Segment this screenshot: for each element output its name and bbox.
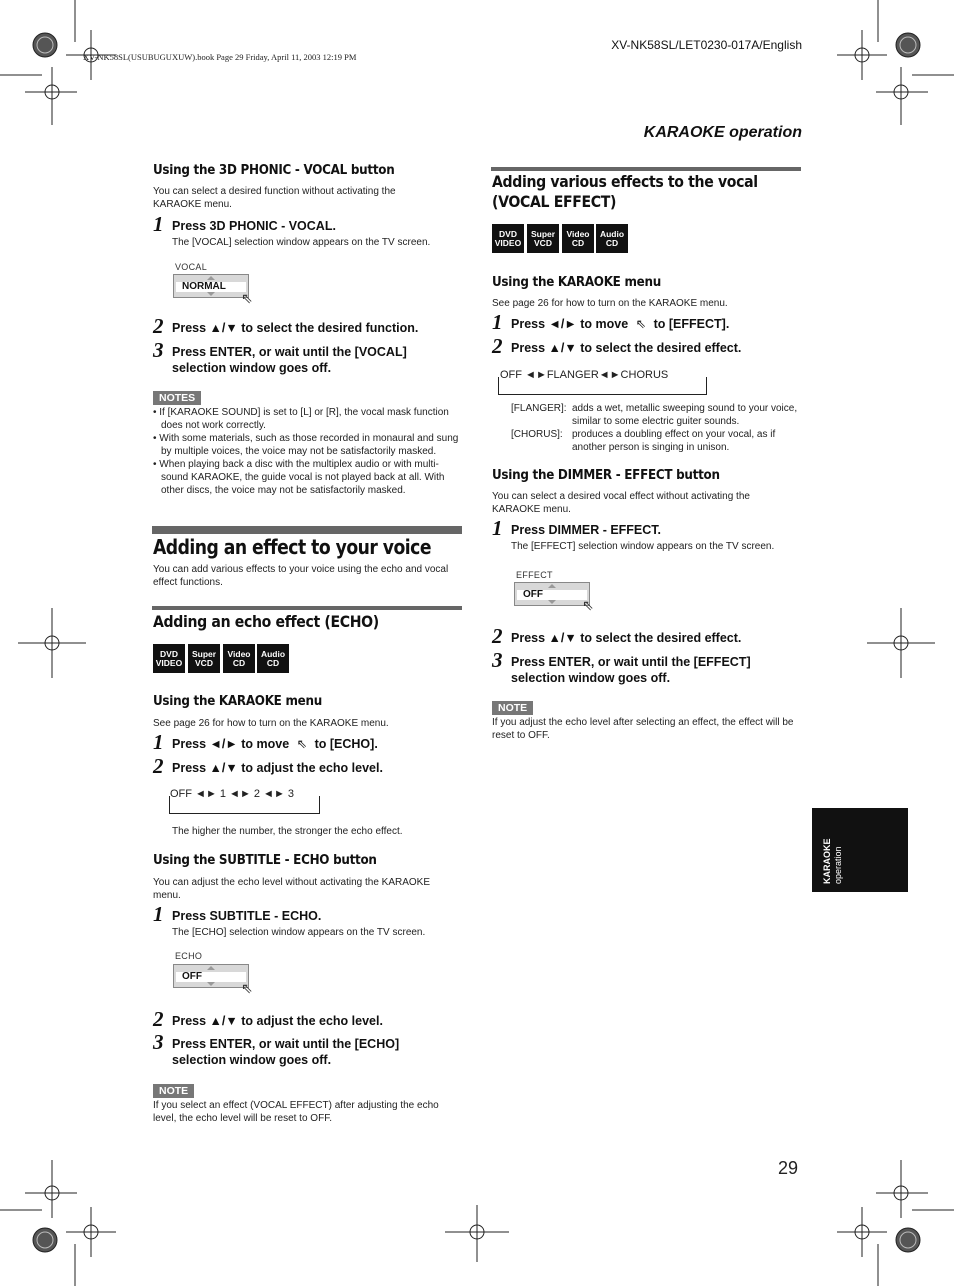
cycle-loop-line	[169, 796, 320, 814]
window-value: OFF	[517, 590, 587, 600]
step-number: 2	[153, 314, 164, 338]
definition-desc: adds a wet, metallic sweeping sound to your voice, similar to some electric guiter sounds.	[572, 403, 798, 427]
echo-menu-intro: See page 26 for how to turn on the KARAOKE menu.	[153, 718, 389, 729]
vocal-selection-window	[173, 274, 249, 298]
down-arrow-icon	[207, 292, 215, 296]
step-text: Press ▲/▼ to select the desired effect.	[511, 631, 742, 645]
window-label: ECHO	[175, 951, 203, 961]
step-subtext: The [VOCAL] selection window appears on the TV screen.	[172, 237, 431, 248]
step-number: 1	[153, 902, 164, 926]
dimmer-effect-heading: Using the DIMMER - EFFECT button	[492, 468, 720, 483]
definition-row	[511, 428, 801, 454]
window-label: VOCAL	[175, 262, 208, 272]
cursor-icon: ⇖	[241, 290, 253, 306]
step-number: 1	[492, 516, 503, 540]
step-text: Press 3D PHONIC - VOCAL.	[172, 219, 336, 233]
step-text: Press ▲/▼ to adjust the echo level.	[172, 1014, 383, 1028]
definition-row	[511, 402, 801, 428]
side-tab-text	[822, 838, 844, 884]
note-item: • When playing back a disc with the multiplex audio or with multi-sound KARAOKE, the guide vocal is not played back at all. With other discs, the voice may not be satisfactorily masked.	[153, 459, 445, 496]
step-text: Press ENTER, or wait until the [VOCAL] selection window goes off.	[172, 345, 407, 375]
side-tab-line2: operation	[833, 846, 843, 884]
super-vcd-logo: Super VCD	[527, 224, 559, 253]
audio-cd-logo: Audio CD	[257, 644, 289, 673]
note-badge: NOTE	[153, 1081, 194, 1099]
notes-list	[153, 406, 463, 497]
down-arrow-icon	[548, 600, 556, 604]
step-text-b: to [EFFECT].	[653, 317, 730, 331]
step-number: 3	[492, 648, 503, 672]
chapter-side-tab	[812, 808, 908, 892]
effect-definitions	[511, 402, 801, 454]
step-text: Press ▲/▼ to adjust the echo level.	[172, 761, 383, 775]
step-number: 2	[153, 1007, 164, 1031]
audio-cd-logo: Audio CD	[596, 224, 628, 253]
up-arrow-icon	[207, 966, 215, 970]
step-number: 2	[153, 754, 164, 778]
file-info: XV-NK58SL(USUBUGUXUW).book Page 29 Friday, April 11, 2003 12:19 PM	[83, 52, 357, 62]
cursor-icon: ⇖	[635, 317, 647, 331]
vocal-effect-title: Adding various effects to the vocal (VOCAL EFFECT)	[492, 172, 758, 211]
effect-note: If you adjust the echo level after selecting an effect, the effect will be reset to OFF.	[492, 717, 794, 741]
step-text-a: Press ◄/► to move	[511, 317, 629, 331]
dimmer-effect-intro: You can select a desired vocal effect without activating the KARAOKE menu.	[492, 491, 750, 515]
step-subtext: The [EFFECT] selection window appears on the TV screen.	[511, 541, 775, 552]
subsection-rule	[491, 167, 801, 171]
step-number: 2	[492, 334, 503, 358]
effect-menu-heading: Using the KARAOKE menu	[492, 275, 661, 290]
notes-badge: NOTES	[153, 388, 201, 406]
step-subtext: The [ECHO] selection window appears on the TV screen.	[172, 927, 426, 938]
subsection-rule	[152, 606, 462, 610]
step-number: 1	[153, 730, 164, 754]
model-code: XV-NK58SL/LET0230-017A/English	[611, 38, 802, 52]
subtitle-echo-intro: You can adjust the echo level without activating the KARAOKE menu.	[153, 877, 431, 901]
note-item: • If [KARAOKE SOUND] is set to [L] or [R], the vocal mask function does not work correctly.	[153, 407, 449, 431]
effect-cycle: OFF ◄►FLANGER◄►CHORUS	[500, 369, 669, 381]
step-text: Press SUBTITLE - ECHO.	[172, 909, 322, 923]
effect-menu-intro: See page 26 for how to turn on the KARAOKE menu.	[492, 298, 728, 309]
up-arrow-icon	[207, 276, 215, 280]
note-badge: NOTE	[492, 698, 533, 716]
step-number: 1	[153, 212, 164, 236]
phonic-intro: You can select a desired function without activating the KARAOKE menu.	[153, 186, 396, 210]
echo-selection-window	[173, 964, 249, 988]
step-text: Press ▲/▼ to select the desired function.	[172, 321, 419, 335]
step-number: 1	[492, 310, 503, 334]
subtitle-echo-heading: Using the SUBTITLE - ECHO button	[153, 853, 377, 868]
step-text: Press ENTER, or wait until the [ECHO] selection window goes off.	[172, 1037, 400, 1067]
echo-title: Adding an echo effect (ECHO)	[153, 612, 379, 631]
definition-desc: produces a doubling effect on your vocal, as if another person is singing in unison.	[572, 429, 776, 453]
window-label: EFFECT	[516, 570, 553, 580]
phonic-heading: Using the 3D PHONIC - VOCAL button	[153, 163, 395, 178]
dvd-video-logo: DVD VIDEO	[492, 224, 524, 253]
window-value: NORMAL	[176, 282, 246, 292]
up-arrow-icon	[548, 584, 556, 588]
echo-level-cycle: OFF ◄► 1 ◄► 2 ◄► 3	[170, 788, 295, 800]
section-rule	[152, 526, 462, 534]
adding-intro: You can add various effects to your voice using the echo and vocal effect functions.	[153, 564, 449, 588]
video-cd-logo: Video CD	[562, 224, 594, 253]
step-text-a: Press ◄/► to move	[172, 737, 290, 751]
step-number: 3	[153, 338, 164, 362]
cycle-loop-line	[498, 377, 707, 395]
note-item: • With some materials, such as those recorded in monaural and sung by multiple voices, the voice may not be satisfactorily masked.	[153, 433, 459, 457]
echo-level-note: The higher the number, the stronger the echo effect.	[172, 826, 403, 837]
page-number: 29	[778, 1158, 799, 1178]
definition-term: [FLANGER]:	[511, 403, 567, 414]
side-tab-line1: KARAOKE	[822, 838, 832, 884]
step-text	[172, 736, 378, 752]
echo-menu-heading: Using the KARAOKE menu	[153, 694, 322, 709]
section-title: KARAOKE operation	[643, 124, 802, 141]
step-number: 3	[153, 1030, 164, 1054]
step-text-b: to [ECHO].	[314, 737, 378, 751]
cursor-icon: ⇖	[296, 737, 308, 751]
definition-term: [CHORUS]:	[511, 429, 563, 440]
echo-note: If you select an effect (VOCAL EFFECT) after adjusting the echo level, the echo level will be reset to OFF.	[153, 1100, 439, 1124]
video-cd-logo: Video CD	[223, 644, 255, 673]
adding-title: Adding an effect to your voice	[153, 535, 432, 559]
window-value: OFF	[176, 972, 246, 982]
cursor-icon: ⇖	[582, 597, 594, 613]
step-text: Press ENTER, or wait until the [EFFECT] selection window goes off.	[511, 655, 751, 685]
step-text: Press DIMMER - EFFECT.	[511, 523, 662, 537]
dvd-video-logo: DVD VIDEO	[153, 644, 185, 673]
step-number: 2	[492, 624, 503, 648]
step-text	[511, 316, 729, 332]
down-arrow-icon	[207, 982, 215, 986]
cursor-icon: ⇖	[241, 980, 253, 996]
step-text: Press ▲/▼ to select the desired effect.	[511, 341, 742, 355]
effect-selection-window	[514, 582, 590, 606]
super-vcd-logo: Super VCD	[188, 644, 220, 673]
